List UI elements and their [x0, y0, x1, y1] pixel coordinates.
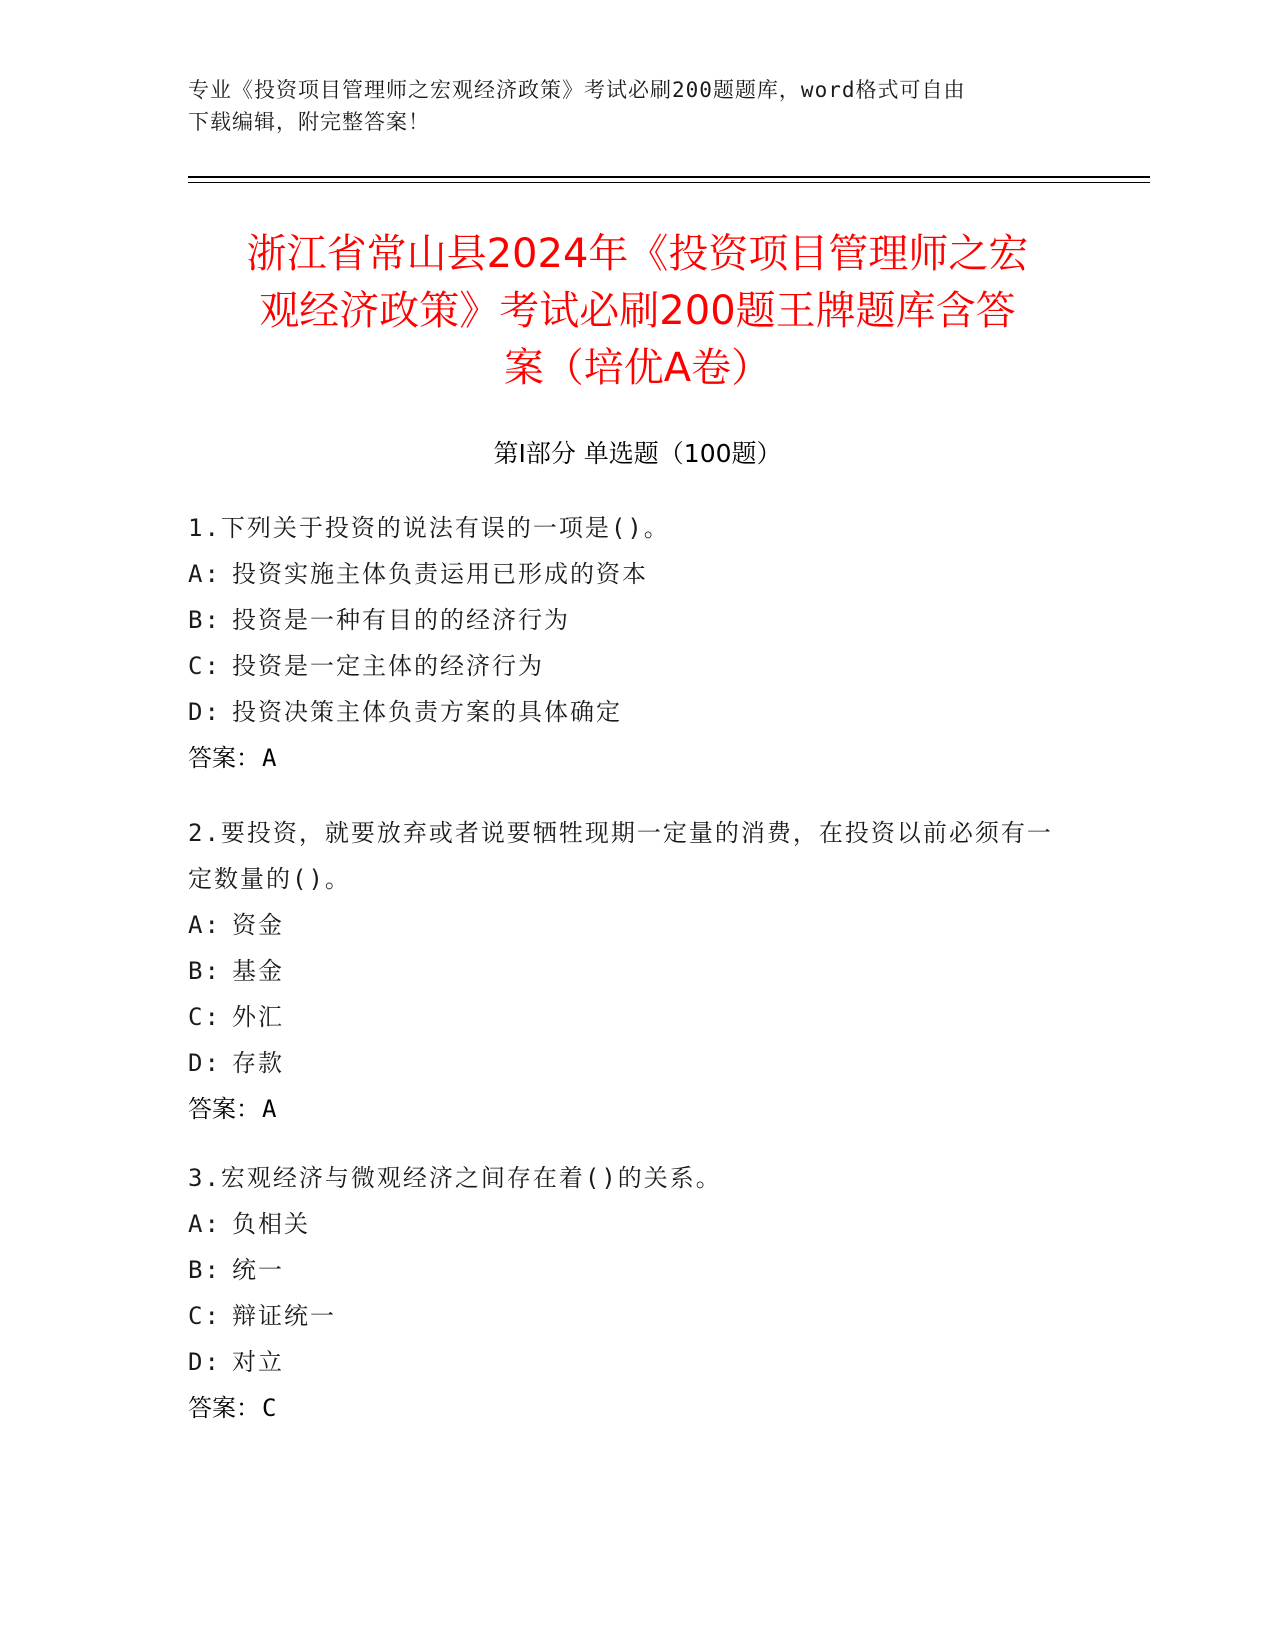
question-stem: 3.宏观经济与微观经济之间存在着()的关系。 [188, 1164, 722, 1192]
document-title-line-2: 观经济政策》考试必刷200题王牌题库含答 [259, 288, 1016, 334]
option-a [188, 902, 1068, 948]
question-1 [188, 505, 1068, 781]
option-letter: C: [188, 652, 221, 680]
section-title: 第Ⅰ部分 单选题（100题） [493, 439, 782, 468]
answer-value: A [262, 744, 277, 772]
option-text: 辩证统一 [232, 1302, 336, 1330]
answer-value: A [262, 1095, 277, 1123]
answer-line [188, 1086, 1068, 1132]
option-text: 统一 [232, 1256, 284, 1284]
header-note [188, 74, 1088, 138]
answer-label: 答案： [188, 1394, 260, 1422]
header-divider-thick [188, 176, 1150, 178]
document-title-line-1: 浙江省常山县2024年《投资项目管理师之宏 [246, 231, 1029, 277]
option-a [188, 551, 1068, 597]
option-c [188, 643, 1068, 689]
option-letter: D: [188, 1348, 221, 1376]
option-letter: A: [188, 1210, 221, 1238]
option-letter: C: [188, 1003, 221, 1031]
answer-label: 答案： [188, 1095, 260, 1123]
option-text: 外汇 [232, 1003, 284, 1031]
option-letter: A: [188, 911, 221, 939]
option-text: 投资是一种有目的的经济行为 [232, 606, 570, 634]
answer-line [188, 1385, 1068, 1431]
answer-value: C [262, 1394, 277, 1422]
answer-label: 答案： [188, 744, 260, 772]
option-text: 存款 [232, 1049, 284, 1077]
option-b [188, 597, 1068, 643]
option-letter: C: [188, 1302, 221, 1330]
option-d [188, 689, 1068, 735]
header-note-line-1: 专业《投资项目管理师之宏观经济政策》考试必刷200题题库，word格式可自由 [188, 78, 966, 102]
option-a [188, 1201, 1068, 1247]
option-d [188, 1040, 1068, 1086]
option-c [188, 994, 1068, 1040]
option-b [188, 948, 1068, 994]
option-text: 资金 [232, 911, 284, 939]
option-text: 对立 [232, 1348, 284, 1376]
option-letter: B: [188, 957, 221, 985]
question-stem: 1.下列关于投资的说法有误的一项是()。 [188, 514, 670, 542]
option-d [188, 1339, 1068, 1385]
option-letter: D: [188, 1049, 221, 1077]
option-c [188, 1293, 1068, 1339]
document-title-line-3: 案（培优A卷） [503, 345, 772, 391]
document-title [170, 226, 1105, 397]
option-letter: B: [188, 606, 221, 634]
question-3 [188, 1155, 1068, 1431]
header-divider-thin [188, 182, 1150, 183]
answer-line [188, 735, 1068, 781]
option-letter: D: [188, 698, 221, 726]
option-b [188, 1247, 1068, 1293]
option-text: 负相关 [232, 1210, 310, 1238]
header-note-line-2: 下载编辑，附完整答案！ [188, 110, 430, 134]
question-stem: 2.要投资，就要放弃或者说要牺牲现期一定量的消费，在投资以前必须有一定数量的()。 [188, 819, 1053, 893]
option-text: 投资决策主体负责方案的具体确定 [232, 698, 622, 726]
option-text: 投资是一定主体的经济行为 [232, 652, 544, 680]
option-text: 投资实施主体负责运用已形成的资本 [232, 560, 648, 588]
option-letter: A: [188, 560, 221, 588]
option-text: 基金 [232, 957, 284, 985]
question-2 [188, 810, 1068, 1132]
option-letter: B: [188, 1256, 221, 1284]
